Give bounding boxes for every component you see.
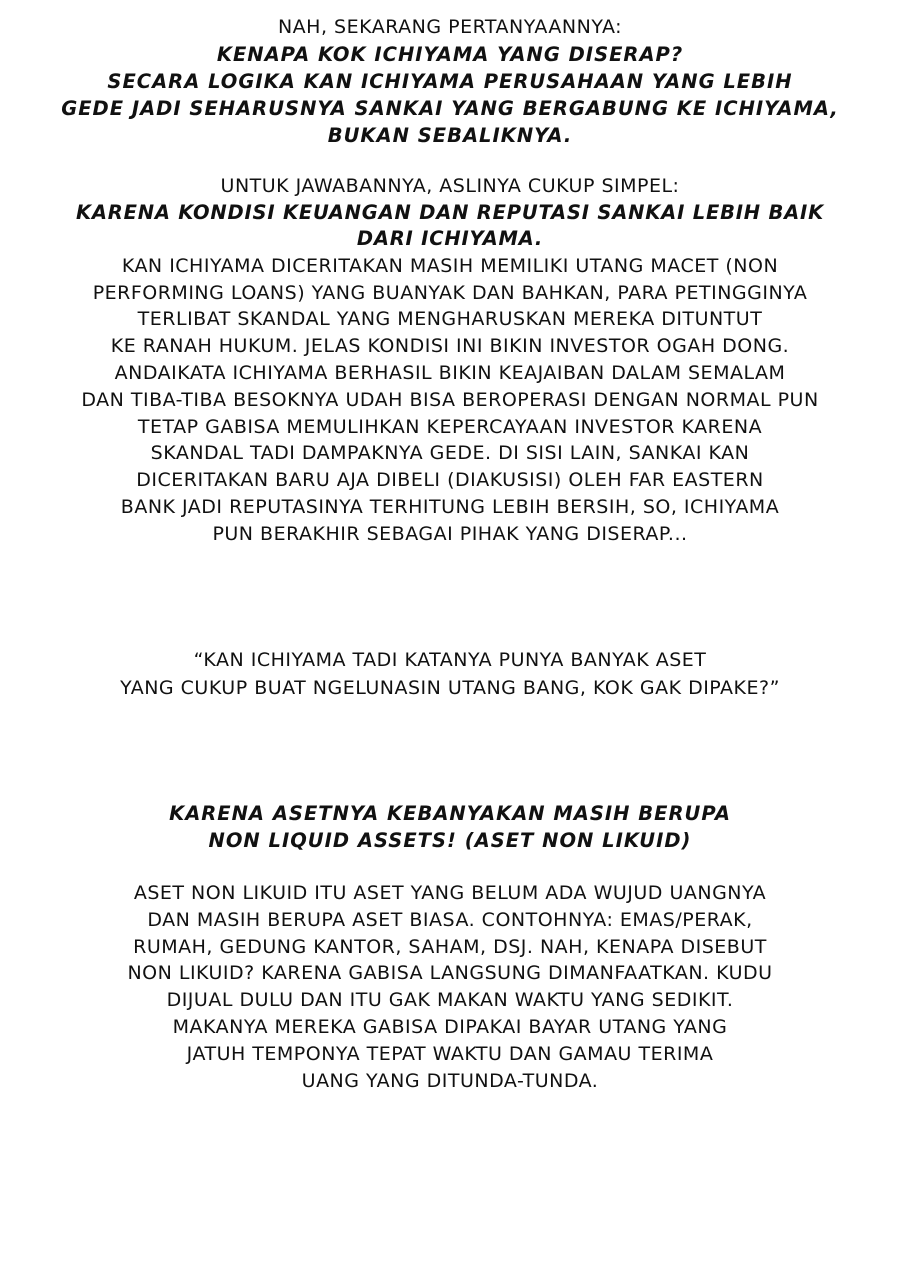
question-line: BUKAN SEBALIKNYA. bbox=[327, 123, 573, 147]
quote-section bbox=[20, 646, 880, 702]
answer-body-line: PUN BERAKHIR SEBAGAI PIHAK YANG DISERAP... bbox=[212, 522, 688, 545]
explanation-headline-line: KARENA ASETNYA KEBANYAKAN MASIH BERUPA bbox=[169, 802, 731, 825]
answer-body-line: TETAP GABISA MEMULIHKAN KEPERCAYAAN INVESTOR KARENA bbox=[137, 415, 763, 438]
question-section bbox=[20, 14, 880, 149]
explanation-body-line: UANG YANG DITUNDA-TUNDA. bbox=[301, 1069, 599, 1092]
answer-section bbox=[20, 173, 880, 548]
answer-body-line: KAN ICHIYAMA DICERITAKAN MASIH MEMILIKI UTANG MACET (NON bbox=[121, 254, 779, 277]
explanation-headline-line: NON LIQUID ASSETS! (ASET NON LIKUID) bbox=[208, 829, 692, 852]
answer-body-line: SKANDAL TADI DAMPAKNYA GEDE. DI SISI LAIN, SANKAI KAN bbox=[150, 442, 750, 465]
explanation-body-line: MAKANYA MEREKA GABISA DIPAKAI BAYAR UTANG YANG bbox=[172, 1015, 728, 1038]
answer-body-line: TERLIBAT SKANDAL YANG MENGHARUSKAN MEREKA DITUNTUT bbox=[137, 308, 763, 331]
quote-line: YANG CUKUP BUAT NGELUNASIN UTANG BANG, KOK GAK DIPAKE?” bbox=[120, 677, 780, 699]
answer-headline-line: KARENA KONDISI KEUANGAN DAN REPUTASI SANKAI LEBIH BAIK bbox=[75, 200, 825, 224]
answer-label: UNTUK JAWABANNYA, ASLINYA CUKUP SIMPEL: bbox=[220, 175, 680, 197]
question-line: SECARA LOGIKA KAN ICHIYAMA PERUSAHAAN YANG LEBIH bbox=[107, 69, 793, 93]
question-label: NAH, SEKARANG PERTANYAANNYA: bbox=[277, 16, 623, 38]
explanation-headline bbox=[20, 800, 880, 854]
explanation-body-line: ASET NON LIKUID ITU ASET YANG BELUM ADA WUJUD UANGNYA bbox=[133, 882, 767, 904]
explanation-body-line: DAN MASIH BERUPA ASET BIASA. CONTOHNYA: EMAS/PERAK, bbox=[147, 908, 753, 931]
answer-body-line: KE RANAH HUKUM. JELAS KONDISI INI BIKIN INVESTOR OGAH DONG. bbox=[110, 335, 790, 358]
answer-body-line: BANK JADI REPUTASINYA TERHITUNG LEBIH BERSIH, SO, ICHIYAMA bbox=[120, 495, 780, 518]
answer-headline-line: DARI ICHIYAMA. bbox=[356, 227, 544, 251]
answer-body-line: DAN TIBA-TIBA BESOKNYA UDAH BISA BEROPERASI DENGAN NORMAL PUN bbox=[81, 388, 819, 411]
question-line: GEDE JADI SEHARUSNYA SANKAI YANG BERGABUNG KE ICHIYAMA, bbox=[61, 96, 839, 120]
answer-body-line: PERFORMING LOANS) YANG BUANYAK DAN BAHKAN, PARA PETINGGINYA bbox=[92, 281, 808, 304]
answer-body-line: ANDAIKATA ICHIYAMA BERHASIL BIKIN KEAJAIBAN DALAM SEMALAM bbox=[114, 361, 786, 384]
answer-body-line: DICERITAKAN BARU AJA DIBELI (DIAKUSISI) OLEH FAR EASTERN bbox=[136, 469, 764, 492]
quote-line: “KAN ICHIYAMA TADI KATANYA PUNYA BANYAK ASET bbox=[193, 649, 707, 671]
explanation-body-line: JATUH TEMPONYA TEPAT WAKTU DAN GAMAU TERIMA bbox=[186, 1042, 714, 1065]
explanation-body bbox=[20, 880, 880, 1094]
explanation-body-line: DIJUAL DULU DAN ITU GAK MAKAN WAKTU YANG SEDIKIT. bbox=[166, 989, 734, 1012]
question-line: KENAPA KOK ICHIYAMA YANG DISERAP? bbox=[216, 42, 684, 66]
explanation-body-line: NON LIKUID? KARENA GABISA LANGSUNG DIMANFAATKAN. KUDU bbox=[127, 962, 773, 985]
explanation-body-line: RUMAH, GEDUNG KANTOR, SAHAM, DSJ. NAH, KENAPA DISEBUT bbox=[133, 935, 767, 958]
